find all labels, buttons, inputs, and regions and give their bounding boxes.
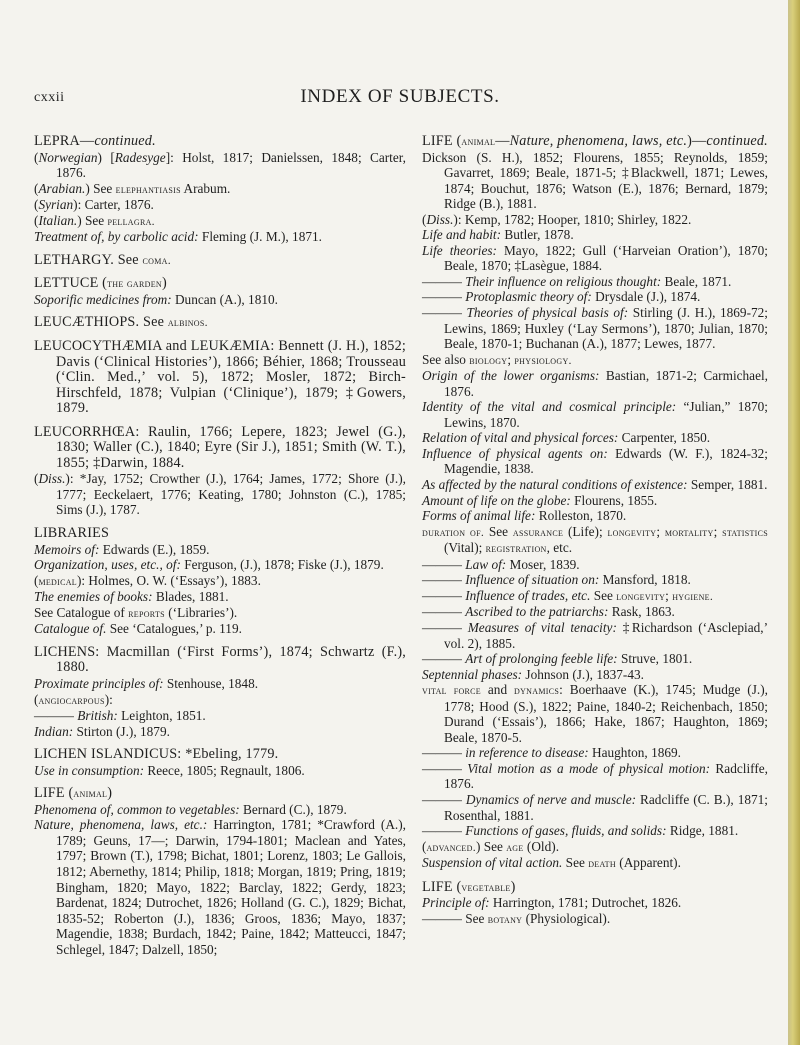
index-entry: (Syrian): Carter, 1876. (34, 197, 154, 213)
index-entry: (medical): Holmes, O. W. (‘Essays’), 1883. (34, 572, 261, 588)
index-heading: LICHEN ISLANDICUS: *Ebeling, 1779. (34, 746, 279, 763)
right-column (422, 134, 768, 927)
index-entry: ——— Influence of situation on: Mansford, 1818. (422, 572, 691, 588)
index-entry: Soporific medicines from: Duncan (A.), 1810. (34, 291, 278, 307)
index-entry: Proximate principles of: Stenhouse, 1848. (34, 675, 259, 691)
index-entry: ——— Art of prolonging feeble life: Struve, 1801. (422, 651, 693, 667)
index-entry: (advanced.) See age (Old). (422, 838, 560, 854)
index-entry: As affected by the natural conditions of existence: Semper, 1881. (422, 477, 768, 493)
index-heading: LIBRARIES (34, 525, 110, 542)
index-entry: Indian: Stirton (J.), 1879. (34, 723, 170, 739)
index-heading: LIFE (animal—Nature, phenomena, laws, etc.)—continued. (422, 133, 768, 149)
index-entry: ——— Protoplasmic theory of: Drysdale (J.), 1874. (422, 289, 701, 305)
index-heading: LETTUCE (the garden) (34, 275, 167, 292)
index-entry: Use in consumption: Reece, 1805; Regnault, 1806. (34, 762, 305, 778)
index-entry: Memoirs of: Edwards (E.), 1859. (34, 541, 210, 557)
index-entry: Origin of the lower organisms: Bastian, 1871-2; Carmichael, 1876. (422, 368, 769, 399)
index-entry: ——— Functions of gases, fluids, and solids: Ridge, 1881. (422, 823, 739, 839)
index-heading: LEUCORRHŒA: Raulin, 1766; Lepere, 1823; Jewel (G.), 1830; Waller (C.), 1840; Eyre (Sir J.), 1851; Smith (W. T.), 1855; ‡Darwin, 1884. (34, 423, 406, 471)
index-heading: LETHARGY. See coma. (34, 251, 171, 268)
left-column (34, 134, 406, 957)
index-entry: ——— Their influence on religious thought: Beale, 1871. (422, 273, 732, 289)
index-entry: duration of. See assurance (Life); longevity; mortality; statistics (Vital); registration, etc. (422, 523, 768, 556)
index-entry: Amount of life on the globe: Flourens, 1855. (422, 492, 658, 508)
index-entry: Nature, phenomena, laws, etc.: Harrington, 1781; *Crawford (A.), 1789; Geuns, 17—; Darwin, 1794-1801; Maclean and Yates, 1797; Brown (T.), 1798; Bichat, 1801; Lorenz, 1803; Le Gallois, 1812; Abernethy, 1814; Philip, 1818; Morgan, 1819; Pring, 1819; Bingham, 1820; Mayo, 1822; Barclay, 1822; Gerdy, 1823; Bardenat, 1824; Dutrochet, 1826; Holland (G. C.), 1829; Bichat, 1835-52; Roberton (J.), 1836; Groos, 1836; Mayo, 1837; Magendie, 1838; Burdach, 1842; Paine, 1842; Matteucci, 1847; Schlegel, 1847; Dalzell, 1850; (34, 817, 406, 957)
index-entry: ——— in reference to disease: Haughton, 1869. (422, 745, 682, 761)
index-entry: ——— Influence of trades, etc. See longevity; hygiene. (422, 587, 714, 603)
index-entry: ——— Measures of vital tenacity: ‡Richardson (‘Asclepiad,’ vol. 2), 1885. (422, 619, 768, 651)
index-entry: Treatment of, by carbolic acid: Fleming (J. M.), 1871. (34, 229, 322, 245)
index-heading: LEUCOCYTHÆMIA and LEUKÆMIA: Bennett (J. H.), 1852; Davis (‘Clinical Histories’), 1866; Béhier, 1868; Trousseau (‘Clin. Med.,’ vol. 5), 1872; Mosler, 1872; Birch-Hirschfeld, 1878; Vulpian (‘Clinique’), 1879; ‡Gowers, 1879. (34, 338, 406, 417)
index-entry: See Catalogue of reports (‘Libraries’). (34, 604, 238, 620)
index-entry: ——— Ascribed to the patriarchs: Rask, 1863. (422, 604, 675, 620)
index-entry: (Diss.): Kemp, 1782; Hooper, 1810; Shirley, 1822. (422, 211, 692, 227)
index-entry: Catalogue of. See ‘Catalogues,’ p. 119. (34, 621, 242, 637)
index-entry: Organization, uses, etc., of: Ferguson, (J.), 1878; Fiske (J.), 1879. (34, 557, 384, 573)
index-heading: LIFE (animal) (34, 785, 113, 802)
index-entry: (Norwegian) [Radesyge]: Holst, 1817; Danielssen, 1848; Carter, 1876. (34, 149, 407, 181)
index-entry: Phenomena of, common to vegetables: Bernard (C.), 1879. (34, 801, 347, 817)
index-entry: ——— Theories of physical basis of: Stirling (J. H.), 1869-72; Lewins, 1869; Huxley (‘Lay Sermons’), 1870; Julian, 1870; Beale, 1870-1; Buchanan (A.), 1877; Lewes, 1877. (422, 305, 768, 352)
index-entry: (Italian.) See pellagra. (34, 212, 155, 228)
index-entry: Principle of: Harrington, 1781; Dutrochet, 1826. (422, 895, 682, 911)
index-entry: ——— Vital motion as a mode of physical motion: Radcliffe, 1876. (422, 760, 768, 792)
index-entry: ——— Law of: Moser, 1839. (422, 556, 580, 572)
index-entry: Forms of animal life: Rolleston, 1870. (422, 508, 627, 524)
index-entry: Identity of the vital and cosmical principle: “Julian,” 1870; Lewins, 1870. (422, 399, 768, 430)
index-entry: Dickson (S. H.), 1852; Flourens, 1855; Reynolds, 1859; Gavarret, 1869; Beale, 1871-5; ‡Blackwell, 1871; Lewes, 1874; Bouchut, 1876; Watson (E.), 1876; Bernard, 1879; Ridge (B.), 1881. (422, 149, 768, 212)
index-entry: Influence of physical agents on: Edwards (W. F.), 1824-32; Magendie, 1838. (422, 445, 768, 477)
index-entry: (angiocarpous): (34, 691, 113, 707)
page-title: INDEX OF SUBJECTS. (300, 86, 500, 107)
index-entry: ——— Dynamics of nerve and muscle: Radcliffe (C. B.), 1871; Rosenthal, 1881. (422, 791, 768, 823)
index-entry: The enemies of books: Blades, 1881. (34, 589, 229, 605)
index-heading: LEPRA—continued. (34, 133, 156, 149)
index-entry: (Arabian.) See elephantiasis Arabum. (34, 180, 231, 196)
index-entry: vital force and dynamics: Boerhaave (K.), 1745; Mudge (J.), 1778; Hood (S.), 1822; Paine, 1840-2; Reichenbach, 1850; Durand (‘Essais’), 1866; Hake, 1867; Haughton, 1869; Beale, 1870-5. (422, 682, 768, 745)
index-heading: LEUCÆTHIOPS. See albinos. (34, 314, 208, 331)
index-entry: See also biology; physiology. (422, 351, 572, 367)
index-entry: Septennial phases: Johnson (J.), 1837-43. (422, 666, 644, 682)
page-number: cxxii (34, 90, 65, 105)
index-heading: LIFE (vegetable) (422, 878, 516, 895)
book-spine-edge (788, 0, 800, 1045)
index-entry: Relation of vital and physical forces: Carpenter, 1850. (422, 430, 711, 446)
page-header (0, 86, 800, 110)
index-entry: Life theories: Mayo, 1822; Gull (‘Harveian Oration’), 1870; Beale, 1870; ‡Lasègue, 1884. (422, 242, 768, 274)
index-entry: (Diss.): *Jay, 1752; Crowther (J.), 1764; James, 1772; Shore (J.), 1777; Eeckelaert, 1776; Keating, 1780; Johnston (C.), 1785; Sims (J.), 1787. (34, 471, 406, 518)
index-entry: ——— British: Leighton, 1851. (34, 708, 206, 724)
index-entry: Life and habit: Butler, 1878. (422, 227, 574, 243)
index-entry: ——— See botany (Physiological). (422, 910, 611, 926)
index-entry: Suspension of vital action. See death (Apparent). (422, 855, 681, 871)
index-heading: LICHENS: Macmillan (‘First Forms’), 1874; Schwartz (F.), 1880. (34, 643, 406, 676)
